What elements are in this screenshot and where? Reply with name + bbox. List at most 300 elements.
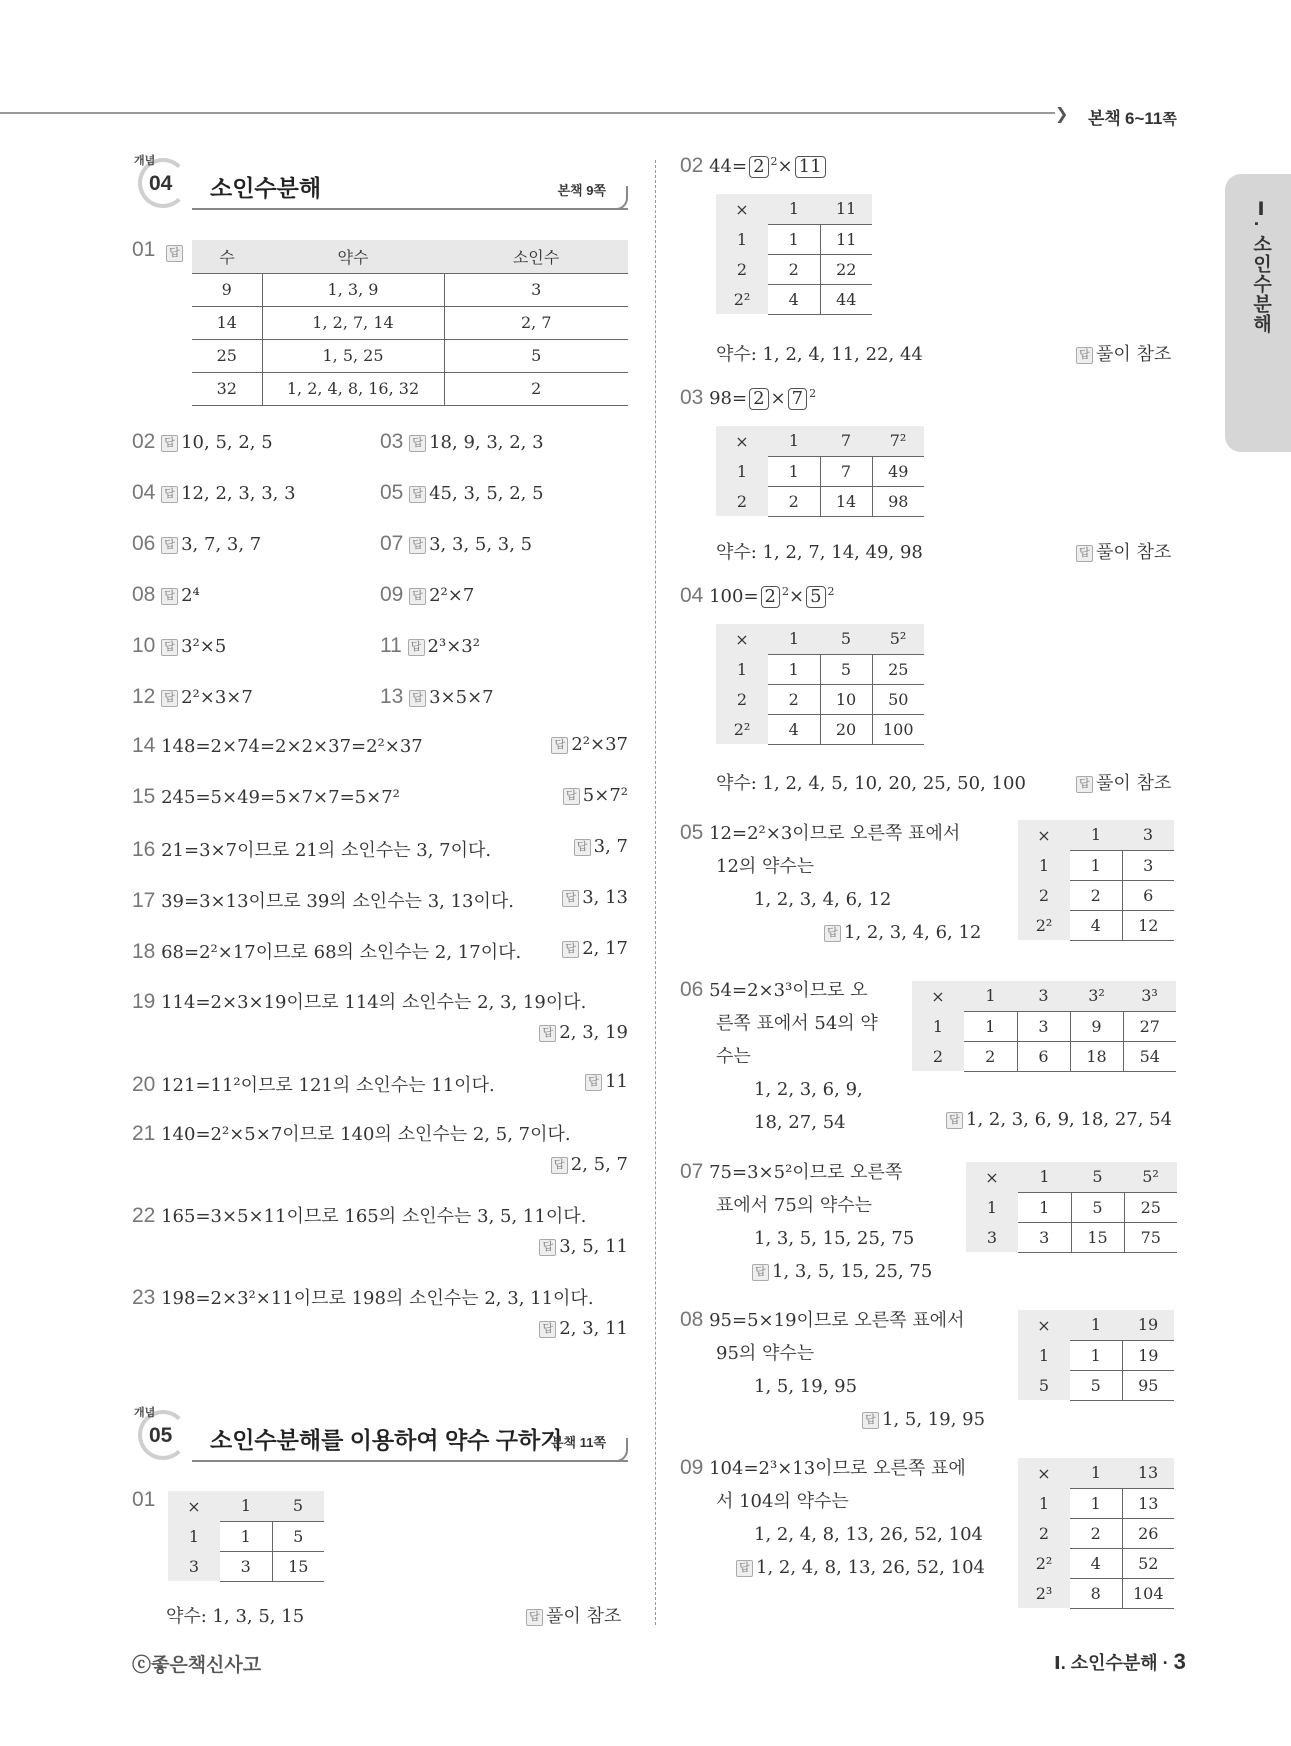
table-cell: 1 xyxy=(768,194,820,224)
long-answer xyxy=(132,836,628,862)
table-cell: × xyxy=(1018,1458,1070,1488)
table-cell: 2 xyxy=(1070,880,1122,910)
question-number: 21 xyxy=(132,1122,156,1145)
divisors-text: 약수: 1, 3, 5, 15 xyxy=(166,1606,305,1627)
solution-text: 148=2×74=2×2×37=2²×37 xyxy=(161,736,423,757)
question-number: 06 xyxy=(680,978,704,1001)
table-cell: 1 xyxy=(966,1192,1018,1222)
r09-solution xyxy=(680,1451,985,1584)
answer-icon: 답 xyxy=(166,245,183,262)
answer-icon: 답 xyxy=(1076,347,1093,364)
multiplication-table xyxy=(912,981,1176,1072)
table-cell: 2² xyxy=(716,284,768,314)
table-cell: 14 xyxy=(820,486,872,516)
table-cell: 1 xyxy=(768,456,820,486)
answer-text: 3, 13 xyxy=(582,887,628,908)
question-number: 18 xyxy=(132,940,156,963)
question-number: 17 xyxy=(132,889,156,912)
concept-number: 05 xyxy=(149,1424,173,1447)
answer-text: 3, 7 xyxy=(593,836,628,857)
concept-reference: 본책 11쪽 xyxy=(550,1435,606,1450)
exponent: 2 xyxy=(770,155,778,168)
solution-text: 54=2×3³이므로 오 xyxy=(709,980,868,1001)
answer-line xyxy=(1076,538,1171,564)
table-cell: 98 xyxy=(872,486,924,516)
table-cell: 2 xyxy=(768,254,820,284)
solution-text: 1, 2, 4, 8, 13, 26, 52, 104 xyxy=(754,1524,983,1545)
r03-equation xyxy=(680,386,816,410)
concept-underline-end xyxy=(614,186,628,210)
chevron-right-icon: ❯ xyxy=(1055,106,1069,123)
answer-text: 풀이 참조 xyxy=(546,1606,622,1627)
answer-text: 풀이 참조 xyxy=(1096,542,1172,563)
table-cell: 54 xyxy=(1123,1041,1176,1071)
answer-text: 5×7² xyxy=(582,785,628,806)
answer-text: 풀이 참조 xyxy=(1096,344,1172,365)
multiplication-table xyxy=(168,1491,324,1582)
answer-line xyxy=(1076,340,1171,366)
table-cell: 9 xyxy=(1070,1011,1123,1041)
question-number: 03 xyxy=(380,430,404,453)
table-cell: 25 xyxy=(192,339,262,372)
table-cell: 1 xyxy=(1070,1340,1122,1370)
table-cell: 3 xyxy=(168,1551,220,1581)
multiplication-table xyxy=(716,624,924,745)
table-cell: 2 xyxy=(1070,1518,1122,1548)
question-number: 11 xyxy=(380,634,402,657)
table-cell: 1, 2, 4, 8, 16, 32 xyxy=(262,372,444,405)
range-suffix: 쪽 xyxy=(1162,111,1177,128)
answer-box: 2 xyxy=(761,586,780,608)
side-tab[interactable] xyxy=(1225,174,1291,452)
long-answer xyxy=(132,887,628,913)
question-number: 22 xyxy=(132,1204,156,1227)
answer-icon: 답 xyxy=(161,690,178,707)
question-number: 14 xyxy=(132,734,156,757)
answer-text: 2, 5, 7 xyxy=(570,1154,628,1175)
table-cell: 3 xyxy=(1017,981,1070,1011)
answer-text: 풀이 참조 xyxy=(1096,773,1172,794)
answer-text: 12, 2, 3, 3, 3 xyxy=(181,483,296,504)
table-cell: 3 xyxy=(1122,820,1174,850)
short-answer xyxy=(380,532,532,556)
table-cell: 1 xyxy=(716,456,768,486)
table-cell: 2 xyxy=(1018,1518,1070,1548)
r08-solution xyxy=(680,1303,985,1436)
question-number: 04 xyxy=(680,584,704,607)
solution-text: 수는 xyxy=(716,1046,751,1067)
r02-equation xyxy=(680,154,828,178)
footer-section-label: Ⅰ. 소인수분해 · xyxy=(1054,1653,1169,1673)
divisors-text: 약수: 1, 2, 7, 14, 49, 98 xyxy=(716,542,923,563)
answer-text: 10, 5, 2, 5 xyxy=(181,432,273,453)
table-cell: 2² xyxy=(1018,1548,1070,1578)
long-answer xyxy=(132,1284,628,1339)
solution-text: 표에서 75의 약수는 xyxy=(716,1195,873,1216)
answer-icon: 답 xyxy=(585,1074,602,1091)
answer-line xyxy=(1076,769,1171,795)
answer-icon: 답 xyxy=(736,1560,753,1577)
answer-icon: 답 xyxy=(408,639,425,656)
range-prefix: 본책 xyxy=(1088,109,1121,128)
table-cell: 1 xyxy=(768,654,820,684)
table-cell: 1 xyxy=(768,624,820,654)
table-cell: 4 xyxy=(1070,910,1122,940)
short-answer xyxy=(132,634,226,658)
table-cell: 19 xyxy=(1122,1310,1174,1340)
table-cell: 5 xyxy=(1070,1370,1122,1400)
answer-text: 18, 9, 3, 2, 3 xyxy=(429,432,544,453)
table-cell: × xyxy=(1018,1310,1070,1340)
table-cell: 9 xyxy=(192,273,262,306)
question-number: 01 xyxy=(132,238,156,261)
question-number: 02 xyxy=(132,430,156,453)
page-number: 3 xyxy=(1173,1649,1186,1674)
table-cell: 1 xyxy=(1070,1458,1122,1488)
table-cell: 2 xyxy=(768,684,820,714)
question-number: 05 xyxy=(680,821,704,844)
table-cell: 49 xyxy=(872,456,924,486)
table-cell: 44 xyxy=(820,284,872,314)
short-answer xyxy=(132,532,261,556)
table-cell: 1 xyxy=(912,1011,964,1041)
answer-text: 2³×3² xyxy=(427,636,480,657)
table-cell: 3 xyxy=(1018,1222,1071,1252)
equation-lhs: 44= xyxy=(709,156,748,177)
table-cell: 5² xyxy=(1124,1162,1177,1192)
answer-text: 2, 3, 19 xyxy=(559,1022,628,1043)
answer-icon: 답 xyxy=(946,1112,963,1129)
table-cell: 2 xyxy=(768,486,820,516)
solution-text: 114=2×3×19이므로 114의 소인수는 2, 3, 19이다. xyxy=(161,992,587,1013)
answer-icon: 답 xyxy=(1076,545,1093,562)
concept-label: 개념 xyxy=(134,155,156,167)
table-cell: 2 xyxy=(912,1041,964,1071)
answer-line xyxy=(946,1109,1172,1130)
table-cell: 1 xyxy=(964,1011,1017,1041)
table-cell: 104 xyxy=(1122,1578,1174,1608)
page-range xyxy=(1088,104,1177,129)
answer-text: 2, 17 xyxy=(582,938,628,959)
solution-text: 른쪽 표에서 54의 약 xyxy=(716,1013,878,1034)
table-cell: 4 xyxy=(1070,1548,1122,1578)
table-cell: 1 xyxy=(1018,1162,1071,1192)
concept-title: 소인수분해 xyxy=(210,175,322,201)
answer-text: 1, 3, 5, 15, 25, 75 xyxy=(772,1261,933,1282)
answer-box: 7 xyxy=(788,388,807,410)
table-cell: 15 xyxy=(272,1551,324,1581)
table-cell: 5 xyxy=(444,339,628,372)
column-divider xyxy=(655,160,656,1625)
answer-icon: 답 xyxy=(862,1412,879,1429)
short-answer xyxy=(380,583,474,607)
table-cell: 1 xyxy=(1070,1488,1122,1518)
exponent: 2 xyxy=(782,585,789,598)
table-cell: 25 xyxy=(872,654,924,684)
table-cell: 7 xyxy=(820,456,872,486)
table-cell: 20 xyxy=(820,714,872,744)
answer-text: 3×5×7 xyxy=(429,687,494,708)
answer-icon: 답 xyxy=(161,588,178,605)
solution-text: 165=3×5×11이므로 165의 소인수는 3, 5, 11이다. xyxy=(161,1206,587,1227)
multiplication-table xyxy=(1018,820,1174,941)
answer-text: 3²×5 xyxy=(181,636,227,657)
short-answer xyxy=(132,583,200,607)
equation-lhs: 98= xyxy=(709,388,748,409)
answer-text: 1, 2, 3, 4, 6, 12 xyxy=(844,922,982,943)
answer-line xyxy=(526,1602,621,1628)
solution-text: 95=5×19이므로 오른쪽 표에서 xyxy=(709,1310,965,1331)
publisher-logo: ⓒ좋은책신사고 xyxy=(132,1655,262,1676)
solution-text: 75=3×5²이므로 오른쪽 xyxy=(709,1162,903,1183)
answer-icon: 답 xyxy=(161,435,178,452)
table-cell: 11 xyxy=(820,194,872,224)
table-cell: 4 xyxy=(768,714,820,744)
solution-text: 21=3×7이므로 21의 소인수는 3, 7이다. xyxy=(161,840,492,861)
table-cell: × xyxy=(716,426,768,456)
table-cell: 3 xyxy=(1017,1011,1070,1041)
answer-icon: 답 xyxy=(563,788,580,805)
table-cell: 2² xyxy=(1018,910,1070,940)
answer-icon: 답 xyxy=(824,925,841,942)
table-cell: 5 xyxy=(1018,1370,1070,1400)
table-cell: 25 xyxy=(1124,1192,1177,1222)
short-answer xyxy=(380,685,494,709)
question-number: 12 xyxy=(132,685,156,708)
table-cell: 10 xyxy=(820,684,872,714)
solution-text: 198=2×3²×11이므로 198의 소인수는 2, 3, 11이다. xyxy=(161,1288,594,1309)
answer-icon: 답 xyxy=(1076,776,1093,793)
long-answer xyxy=(132,785,628,809)
question-number: 19 xyxy=(132,990,156,1013)
divisors-text: 약수: 1, 2, 4, 5, 10, 20, 25, 50, 100 xyxy=(716,773,1026,794)
answer-icon: 답 xyxy=(409,537,426,554)
concept-reference: 본책 9쪽 xyxy=(557,183,606,198)
long-answer xyxy=(132,734,628,758)
table-cell: 2 xyxy=(716,684,768,714)
long-answer xyxy=(132,938,628,964)
answer-icon: 답 xyxy=(409,690,426,707)
table-cell: 1 xyxy=(220,1491,272,1521)
answer-icon: 답 xyxy=(562,941,579,958)
solution-text: 12=2²×3이므로 오른쪽 표에서 xyxy=(709,823,961,844)
table-cell: × xyxy=(966,1162,1018,1192)
concept-number: 04 xyxy=(149,172,173,195)
header-rule xyxy=(0,112,1055,114)
multiplication-table xyxy=(716,194,872,315)
question-number: 07 xyxy=(380,532,404,555)
table-cell: 3 xyxy=(444,273,628,306)
table-header: 수 xyxy=(192,240,262,273)
table-cell: 1 xyxy=(716,654,768,684)
table-cell: 2, 7 xyxy=(444,306,628,339)
side-tab-label: Ⅰ. 소인수분해 xyxy=(1250,198,1271,334)
solution-text: 121=11²이므로 121의 소인수는 11이다. xyxy=(161,1075,495,1096)
answer-icon: 답 xyxy=(562,890,579,907)
answer-text: 1, 2, 3, 6, 9, 18, 27, 54 xyxy=(966,1109,1173,1130)
footer-section xyxy=(1054,1649,1186,1675)
solution-text: 95의 약수는 xyxy=(716,1343,815,1364)
answer-text: 3, 3, 5, 3, 5 xyxy=(429,534,533,555)
table-cell: 75 xyxy=(1124,1222,1177,1252)
answer-icon: 답 xyxy=(752,1264,769,1281)
short-answer xyxy=(380,430,544,454)
table-cell: 1 xyxy=(964,981,1017,1011)
answer-text: 3, 5, 11 xyxy=(559,1236,628,1257)
question-number: 08 xyxy=(132,583,156,606)
table-cell: 1 xyxy=(220,1521,272,1551)
exponent: 2 xyxy=(809,387,817,400)
answer-icon: 답 xyxy=(161,486,178,503)
table-cell: 13 xyxy=(1122,1488,1174,1518)
table-cell: 2 xyxy=(1018,880,1070,910)
table-cell: 5 xyxy=(820,654,872,684)
table-cell: 100 xyxy=(872,714,924,744)
answer-icon: 답 xyxy=(409,588,426,605)
table-cell: 5 xyxy=(272,1521,324,1551)
answer-text: 11 xyxy=(605,1071,628,1092)
table-cell: 1, 3, 9 xyxy=(262,273,444,306)
solution-text: 서 104의 약수는 xyxy=(716,1491,849,1512)
question-number: 08 xyxy=(680,1308,704,1331)
table-cell: × xyxy=(1018,820,1070,850)
table-cell: 1 xyxy=(1070,850,1122,880)
table-cell: 1 xyxy=(1018,850,1070,880)
table-header: 소인수 xyxy=(444,240,628,273)
question-number: 23 xyxy=(132,1286,156,1309)
table-cell: 1, 5, 25 xyxy=(262,339,444,372)
range-pages: 6~11 xyxy=(1125,109,1163,128)
table-cell: 6 xyxy=(1017,1041,1070,1071)
answer-text: 2²×3×7 xyxy=(181,687,253,708)
multiplication-table xyxy=(966,1162,1177,1253)
answer-box: 2 xyxy=(749,156,768,178)
concept-underline xyxy=(192,1460,628,1462)
table-cell: 2 xyxy=(716,486,768,516)
table-cell: × xyxy=(716,194,768,224)
answer-text: 2, 3, 11 xyxy=(559,1318,628,1339)
table-cell: × xyxy=(912,981,964,1011)
table-cell: 3 xyxy=(1122,850,1174,880)
answer-text: 3, 7, 3, 7 xyxy=(181,534,262,555)
table-cell: 1, 2, 7, 14 xyxy=(262,306,444,339)
long-answer xyxy=(132,1202,628,1257)
table-cell: 1 xyxy=(716,224,768,254)
question-number: 05 xyxy=(380,481,404,504)
answer-icon: 답 xyxy=(574,839,591,856)
answer-text: 2⁴ xyxy=(181,585,200,606)
concept-05-heading xyxy=(132,1402,628,1462)
answer-text: 45, 3, 5, 2, 5 xyxy=(429,483,544,504)
table-cell: 50 xyxy=(872,684,924,714)
long-answer xyxy=(132,1120,628,1175)
answer-box: 11 xyxy=(795,156,826,178)
short-answer xyxy=(380,634,480,658)
table-cell: 11 xyxy=(820,224,872,254)
long-answer xyxy=(132,1071,628,1097)
table-cell: 19 xyxy=(1122,1340,1174,1370)
answer-text: 1, 5, 19, 95 xyxy=(882,1409,986,1430)
table-cell: 12 xyxy=(1122,910,1174,940)
question-number: 01 xyxy=(132,1488,156,1511)
solution-text: 1, 5, 19, 95 xyxy=(754,1376,858,1397)
concept-underline-end xyxy=(614,1438,628,1462)
table-cell: 7² xyxy=(872,426,924,456)
question-number: 06 xyxy=(132,532,156,555)
r04-equation xyxy=(680,584,835,608)
times-sign: × xyxy=(770,388,786,409)
table-cell: 6 xyxy=(1122,880,1174,910)
table-cell: 2 xyxy=(716,254,768,284)
table-cell: 14 xyxy=(192,306,262,339)
solution-text: 39=3×13이므로 39의 소인수는 3, 13이다. xyxy=(161,891,514,912)
table-cell: 15 xyxy=(1071,1222,1124,1252)
table-cell: 26 xyxy=(1122,1518,1174,1548)
table-cell: 5² xyxy=(872,624,924,654)
table-cell: 1 xyxy=(1070,1310,1122,1340)
concept-04-heading xyxy=(132,150,628,210)
table-cell: 32 xyxy=(192,372,262,405)
answer-icon: 답 xyxy=(551,737,568,754)
table-cell: 5 xyxy=(1071,1192,1124,1222)
table-cell: 52 xyxy=(1122,1548,1174,1578)
answer-icon: 답 xyxy=(409,435,426,452)
table-cell: 2 xyxy=(444,372,628,405)
solution-text: 18, 27, 54 xyxy=(754,1112,846,1133)
table-cell: 3 xyxy=(220,1551,272,1581)
table-cell: 95 xyxy=(1122,1370,1174,1400)
answer-box: 2 xyxy=(749,388,768,410)
table-cell: 1 xyxy=(768,224,820,254)
solution-text: 12의 약수는 xyxy=(716,856,815,877)
question-number: 16 xyxy=(132,838,156,861)
question-number: 15 xyxy=(132,785,156,808)
solution-text: 1, 2, 3, 6, 9, xyxy=(754,1079,863,1100)
table-cell: 4 xyxy=(768,284,820,314)
solution-text: 245=5×49=5×7×7=5×7² xyxy=(161,787,400,808)
answer-icon: 답 xyxy=(409,486,426,503)
concept-label: 개념 xyxy=(134,1407,156,1419)
table-cell: 13 xyxy=(1122,1458,1174,1488)
short-answer xyxy=(132,685,253,709)
times-sign: × xyxy=(789,586,805,607)
divisors-text: 약수: 1, 2, 4, 11, 22, 44 xyxy=(716,344,923,365)
exponent: 2 xyxy=(827,585,835,598)
table-cell: 3³ xyxy=(1123,981,1176,1011)
table-cell: 8 xyxy=(1070,1578,1122,1608)
multiplication-table xyxy=(716,426,924,517)
multiplication-table xyxy=(1018,1458,1174,1609)
table-cell: 18 xyxy=(1070,1041,1123,1071)
short-answer xyxy=(132,430,273,454)
answer-text: 2²×37 xyxy=(571,734,628,755)
question-number: 09 xyxy=(380,583,404,606)
table-cell: 1 xyxy=(168,1521,220,1551)
r06-solution xyxy=(680,973,878,1139)
table-cell: 1 xyxy=(1070,820,1122,850)
question-number: 10 xyxy=(132,634,156,657)
answer-icon: 답 xyxy=(526,1609,543,1626)
answer-icon: 답 xyxy=(539,1239,556,1256)
multiplication-table xyxy=(1018,1310,1174,1401)
table-cell: 1 xyxy=(1018,1340,1070,1370)
r05-solution xyxy=(680,816,981,949)
table-cell: 3 xyxy=(966,1222,1018,1252)
question-number: 20 xyxy=(132,1073,156,1096)
short-answer xyxy=(132,481,296,505)
table-cell: 2² xyxy=(716,714,768,744)
solution-text: 104=2³×13이므로 오른쪽 표에 xyxy=(709,1458,966,1479)
